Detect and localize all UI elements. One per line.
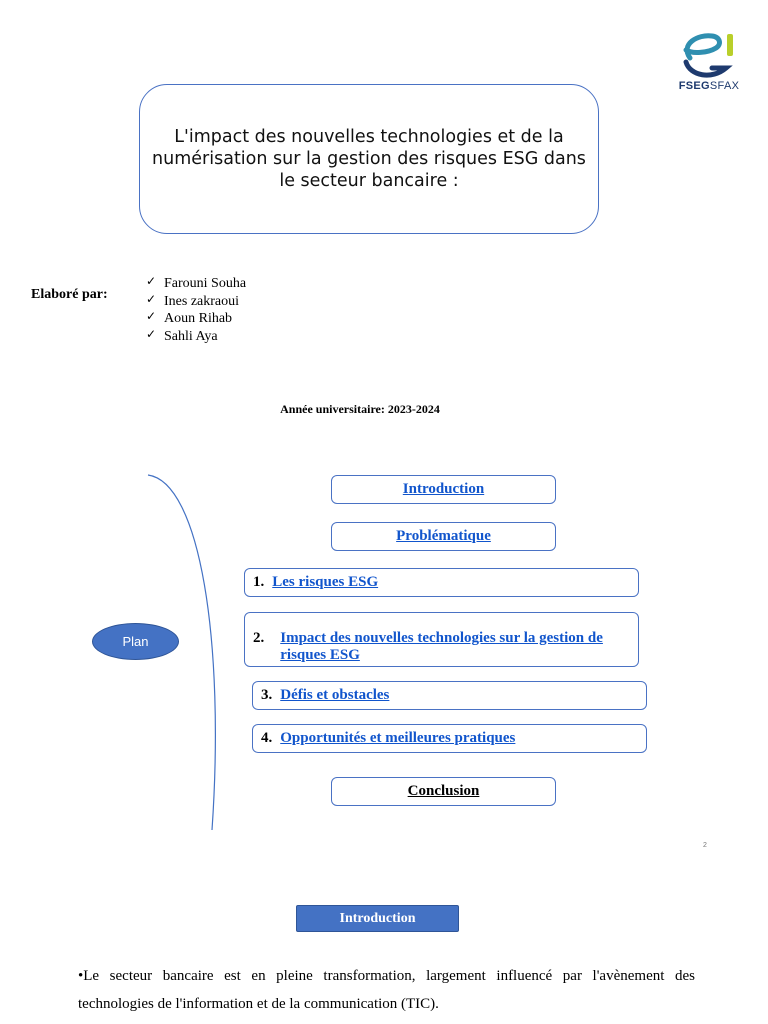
check-icon: ✓ — [146, 309, 157, 323]
plan-link-opportunites[interactable]: Opportunités et meilleures pratiques — [280, 730, 516, 746]
plan-link-conclusion[interactable]: Conclusion — [407, 783, 480, 799]
plan-item-1[interactable] — [244, 568, 639, 597]
plan-item-conclusion[interactable] — [331, 777, 556, 806]
academic-year: Année universitaire: 2023-2024 — [280, 402, 440, 416]
plan-item-number: 4. — [261, 730, 273, 746]
fsegsfax-logo — [668, 28, 750, 98]
author-item: ✓ Ines zakraoui — [146, 291, 240, 309]
intro-paragraph: •Le secteur bancaire est en pleine transformation, largement influencé par l'avènement des technologies de l'information et de la communication (TIC). — [78, 968, 695, 1012]
document-title: L'impact des nouvelles technologies et de la numérisation sur la gestion des risques ESG dans le secteur bancaire : — [152, 127, 586, 191]
author-item: ✓ Aoun Rihab — [146, 309, 233, 326]
fsegsfax-emblem-icon — [668, 28, 750, 83]
plan-item-introduction[interactable] — [331, 475, 556, 504]
check-icon: ✓ — [146, 274, 157, 288]
plan-item-3[interactable] — [252, 681, 647, 710]
introduction-section-header: Introduction — [296, 905, 459, 932]
plan-item-problematique[interactable] — [331, 522, 556, 551]
plan-link-introduction[interactable]: Introduction — [402, 481, 485, 497]
logo-wordmark: FSEGSFAX — [678, 80, 740, 92]
title-box — [139, 84, 599, 234]
plan-link-impact[interactable]: Impact des nouvelles technologies sur la gestion de risques ESG — [280, 630, 603, 663]
plan-link-problematique[interactable]: Problématique — [396, 528, 491, 544]
elabore-label: Elaboré par: — [31, 287, 108, 302]
check-icon: ✓ — [146, 326, 157, 341]
check-icon: ✓ — [146, 291, 157, 306]
plan-item-number: 1. — [253, 574, 265, 590]
authors-list — [146, 275, 246, 345]
page-number: 2 — [703, 842, 707, 849]
author-item: ✓ Sahli Aya — [146, 326, 218, 344]
author-item: ✓ Farouni Souha — [146, 274, 247, 291]
plan-link-defis[interactable]: Défis et obstacles — [280, 687, 390, 703]
plan-label: Plan — [92, 623, 179, 660]
plan-item-number: 3. — [261, 687, 273, 703]
plan-item-4[interactable] — [252, 724, 647, 753]
plan-item-number: 2. — [253, 630, 265, 646]
plan-item-2[interactable] — [244, 612, 639, 667]
plan-link-risques-esg[interactable]: Les risques ESG — [272, 574, 379, 590]
